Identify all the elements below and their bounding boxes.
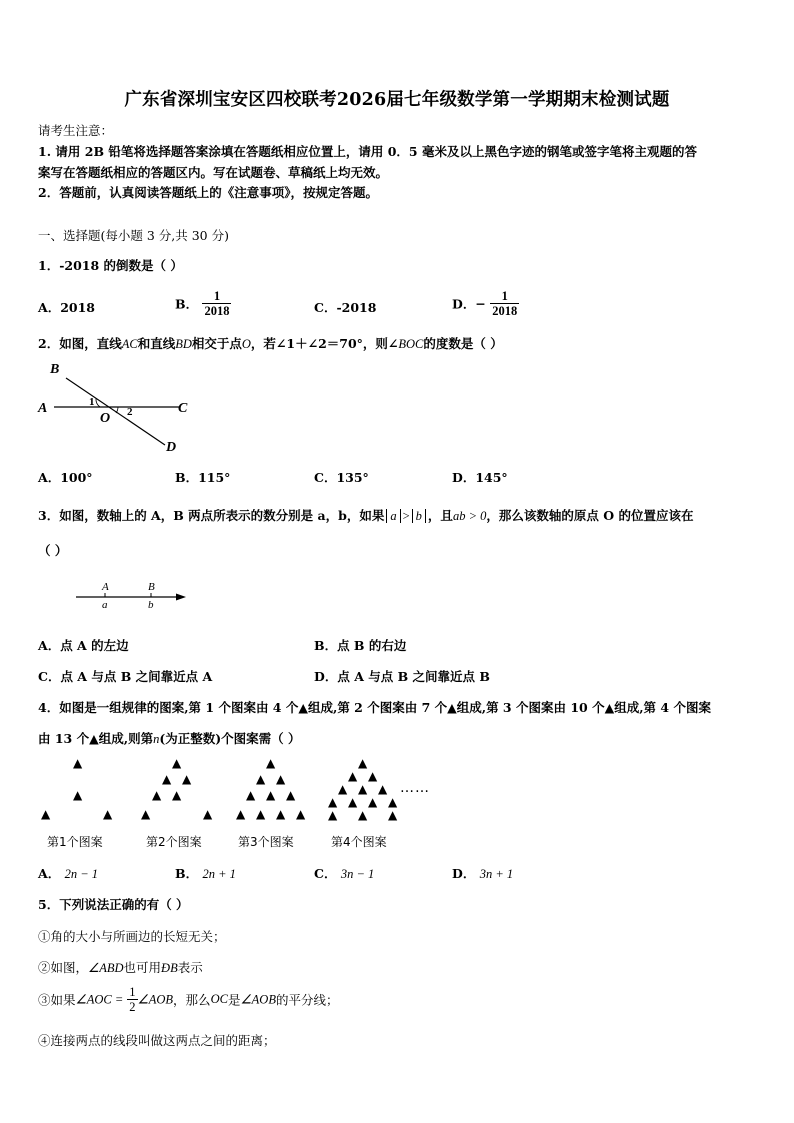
triangle-icon: ▲	[388, 808, 398, 822]
triangle-icon: ▲	[172, 756, 182, 770]
q2-option-b: B．115°	[175, 470, 231, 485]
triangle-icon: ▲	[73, 756, 83, 770]
triangle-icon: ▲	[296, 807, 306, 821]
q2-line-bd-stroke	[66, 378, 165, 445]
q3-stem-part: 3．如图，数轴上的 A，B 两点所表示的数分别是 a，b，如果	[38, 508, 385, 523]
triangle-icon: ▲	[338, 782, 348, 796]
q4-option-b-label: B．	[175, 866, 199, 881]
q5-s3-fraction	[127, 985, 137, 1014]
q4-continuation-dots: ……	[400, 780, 430, 796]
q5-statement-4: ④连接两点的线段叫做这两点之间的距离；	[38, 1033, 276, 1048]
triangle-icon: ▲	[328, 808, 338, 822]
q2-stem-part: 和直线	[137, 336, 176, 351]
triangle-icon: ▲	[103, 807, 113, 821]
q4-line2-part: 由 13 个▲组成,则第	[38, 731, 154, 746]
triangle-icon: ▲	[141, 807, 151, 821]
q2-label-a: A	[38, 401, 48, 416]
q1-option-d-numerator: 1	[490, 289, 519, 304]
triangle-icon: ▲	[358, 808, 368, 822]
q5-s3-part: 的平分线；	[275, 992, 339, 1008]
q4-option-d-expr: 3n + 1	[479, 867, 514, 881]
q4-option-c	[314, 864, 374, 882]
notice-item1-line1: 1. 请用 2B 铅笔将选择题答案涂填在答题纸相应位置上，请用 0．5 毫米及以上黑色字迹的钢笔或签字笔将主观题的答	[38, 144, 697, 159]
point-label-b-upper: B	[148, 581, 155, 593]
triangle-icon: ▲	[378, 782, 388, 796]
q2-figure	[30, 360, 210, 460]
q2-stem-part: 的度数是（ ）	[423, 336, 503, 351]
q2-stem-part: ，若∠1＋∠2＝70°，则∠	[250, 336, 399, 351]
q5-s2-part: 也可用	[123, 960, 162, 975]
triangle-icon: ▲	[368, 795, 378, 809]
notice-item2: 2．答题前，认真阅读答题纸上的《注意事项》，按规定答题。	[38, 185, 378, 200]
q2-line-bd: BD	[175, 337, 192, 351]
q4-option-d-label: D．	[452, 866, 476, 881]
q2-angle-boc: BOC	[398, 337, 424, 351]
q3-option-d: D．点 A 与点 B 之间靠近点 B	[314, 669, 490, 684]
q4-variable-n: n	[153, 732, 160, 746]
triangle-icon: ▲	[203, 807, 213, 821]
q4-option-a-expr: 2n − 1	[64, 867, 98, 881]
q1-option-d-fraction	[490, 289, 519, 318]
q2-label-1: 1	[89, 396, 95, 408]
q1-option-b-label: B．	[175, 296, 199, 312]
q4-caption-1: 第1个图案	[47, 835, 103, 849]
q4-option-a-label: A．	[38, 866, 61, 881]
q1-stem: 1．-2018 的倒数是（ ）	[38, 258, 183, 273]
q3-stem-part: ，且	[427, 508, 453, 523]
triangle-icon: ▲	[266, 788, 276, 802]
q3-abs-b: b	[412, 509, 426, 523]
triangle-icon: ▲	[256, 807, 266, 821]
q1-option-b	[175, 289, 231, 318]
q4-option-b-expr: 2n + 1	[202, 867, 236, 881]
q1-option-d	[452, 289, 519, 318]
q3-paren: （ ）	[38, 543, 68, 558]
q5-s3-part: ③如果	[38, 992, 76, 1008]
q1-option-b-denominator: 2018	[204, 304, 230, 318]
triangle-icon: ▲	[162, 772, 172, 786]
q4-line1: 4．如图是一组规律的图案,第 1 个图案由 4 个▲组成,第 2 个图案由 7 个▲组成,第 3 个图案由 10 个▲组成,第 4 个图案	[38, 700, 711, 715]
q5-s3-ray: OC	[210, 992, 228, 1006]
q2-label-o: O	[100, 411, 111, 426]
q5-s3-angle: ∠AOB	[137, 992, 174, 1007]
q1-option-d-sign: −	[475, 296, 486, 311]
page-title: 广东省深圳宝安区四校联考2026届七年级数学第一学期期末检测试题	[124, 90, 670, 110]
q4-caption-2: 第2个图案	[146, 835, 202, 849]
q4-caption-4: 第4个图案	[331, 835, 387, 849]
triangle-icon: ▲	[73, 788, 83, 802]
triangle-icon: ▲	[358, 756, 368, 770]
triangle-icon: ▲	[236, 807, 246, 821]
triangle-icon: ▲	[182, 772, 192, 786]
q4-line2-part: (为正整数)个图案需（ ）	[159, 731, 301, 746]
q4-option-c-expr: 3n − 1	[340, 867, 375, 881]
q2-label-c: C	[178, 401, 188, 416]
triangle-icon: ▲	[358, 782, 368, 796]
triangle-icon: ▲	[388, 795, 398, 809]
q4-option-b	[175, 864, 236, 882]
q3-ab-expr: ab > 0	[452, 509, 487, 523]
q5-s3-part: ，那么	[173, 992, 211, 1008]
q5-statement-2	[38, 958, 203, 976]
q5-s3-angle-aob: ∠AOB	[240, 992, 276, 1007]
q3-option-b: B．点 B 的右边	[314, 638, 407, 653]
triangle-icon: ▲	[348, 769, 358, 783]
q3-abs-a: a	[386, 509, 400, 523]
triangle-icon: ▲	[286, 788, 296, 802]
q5-stem: 5．下列说法正确的有（ ）	[38, 897, 189, 912]
q2-angle-2-arc	[116, 407, 118, 413]
q4-caption-3: 第3个图案	[238, 835, 294, 849]
q4-option-c-label: C．	[314, 866, 337, 881]
triangle-icon: ▲	[276, 772, 286, 786]
q1-option-b-fraction	[202, 289, 231, 318]
q3-number-line	[70, 578, 200, 614]
q5-statement-3	[38, 985, 338, 1014]
triangle-icon: ▲	[41, 807, 51, 821]
q5-s3-denominator: 2	[129, 1000, 136, 1014]
triangle-icon: ▲	[348, 795, 358, 809]
q2-option-c: C．135°	[314, 470, 369, 485]
q4-line2	[38, 729, 301, 747]
triangle-icon: ▲	[246, 788, 256, 802]
q1-option-d-label: D．	[452, 296, 476, 312]
q3-option-c: C．点 A 与点 B 之间靠近点 A	[38, 669, 213, 684]
q5-s2-part: ②如图，	[38, 960, 89, 975]
triangle-icon: ▲	[328, 795, 338, 809]
q4-option-d	[452, 864, 513, 882]
q5-statement-1: ①角的大小与所画边的长短无关；	[38, 929, 226, 944]
q5-s2-symbol: ÐB	[161, 961, 178, 975]
q3-stem-part: ，那么该数轴的原点 O 的位置应该在	[486, 508, 694, 523]
section-heading: 一、选择题(每小题 3 分,共 30 分)	[38, 228, 229, 243]
q2-stem-part: 相交于点	[191, 336, 242, 351]
triangle-icon: ▲	[152, 788, 162, 802]
q5-s2-angle: ∠ABD	[88, 961, 124, 975]
q2-line-ac: AC	[121, 337, 138, 351]
q3-gt-sign: >	[402, 509, 410, 523]
q1-option-c: C．-2018	[314, 300, 377, 315]
q1-option-d-denominator: 2018	[492, 304, 518, 318]
notice-item1-line2: 案写在答题纸相应的答题区内。写在试题卷、草稿纸上均无效。	[38, 165, 389, 180]
q2-stem-part: 2．如图，直线	[38, 336, 122, 351]
q2-point-o: O	[241, 337, 251, 351]
q5-s2-part: 表示	[177, 960, 203, 975]
triangle-icon: ▲	[276, 807, 286, 821]
number-line-arrow	[176, 594, 186, 601]
q2-stem	[38, 334, 503, 352]
q1-option-a: A．2018	[38, 300, 95, 315]
q2-label-b: B	[50, 362, 60, 377]
q5-s3-expr: ∠AOC =	[75, 992, 124, 1007]
value-label-a: a	[102, 599, 108, 611]
q5-s3-numerator: 1	[129, 985, 136, 999]
q2-label-2: 2	[127, 406, 133, 418]
q3-option-a: A．点 A 的左边	[38, 638, 129, 653]
notice-heading: 请考生注意：	[38, 123, 114, 138]
q4-option-a	[38, 864, 98, 882]
point-label-a-upper: A	[102, 581, 109, 593]
q2-option-d: D．145°	[452, 470, 508, 485]
q5-s3-part: 是	[227, 992, 241, 1008]
q2-label-d: D	[166, 440, 177, 455]
triangle-icon: ▲	[266, 756, 276, 770]
triangle-icon: ▲	[172, 788, 182, 802]
triangle-icon: ▲	[256, 772, 266, 786]
q3-stem	[38, 506, 693, 524]
value-label-b: b	[148, 599, 154, 611]
q2-option-a: A．100°	[38, 470, 93, 485]
q1-option-b-numerator: 1	[202, 289, 231, 304]
triangle-icon: ▲	[368, 769, 378, 783]
